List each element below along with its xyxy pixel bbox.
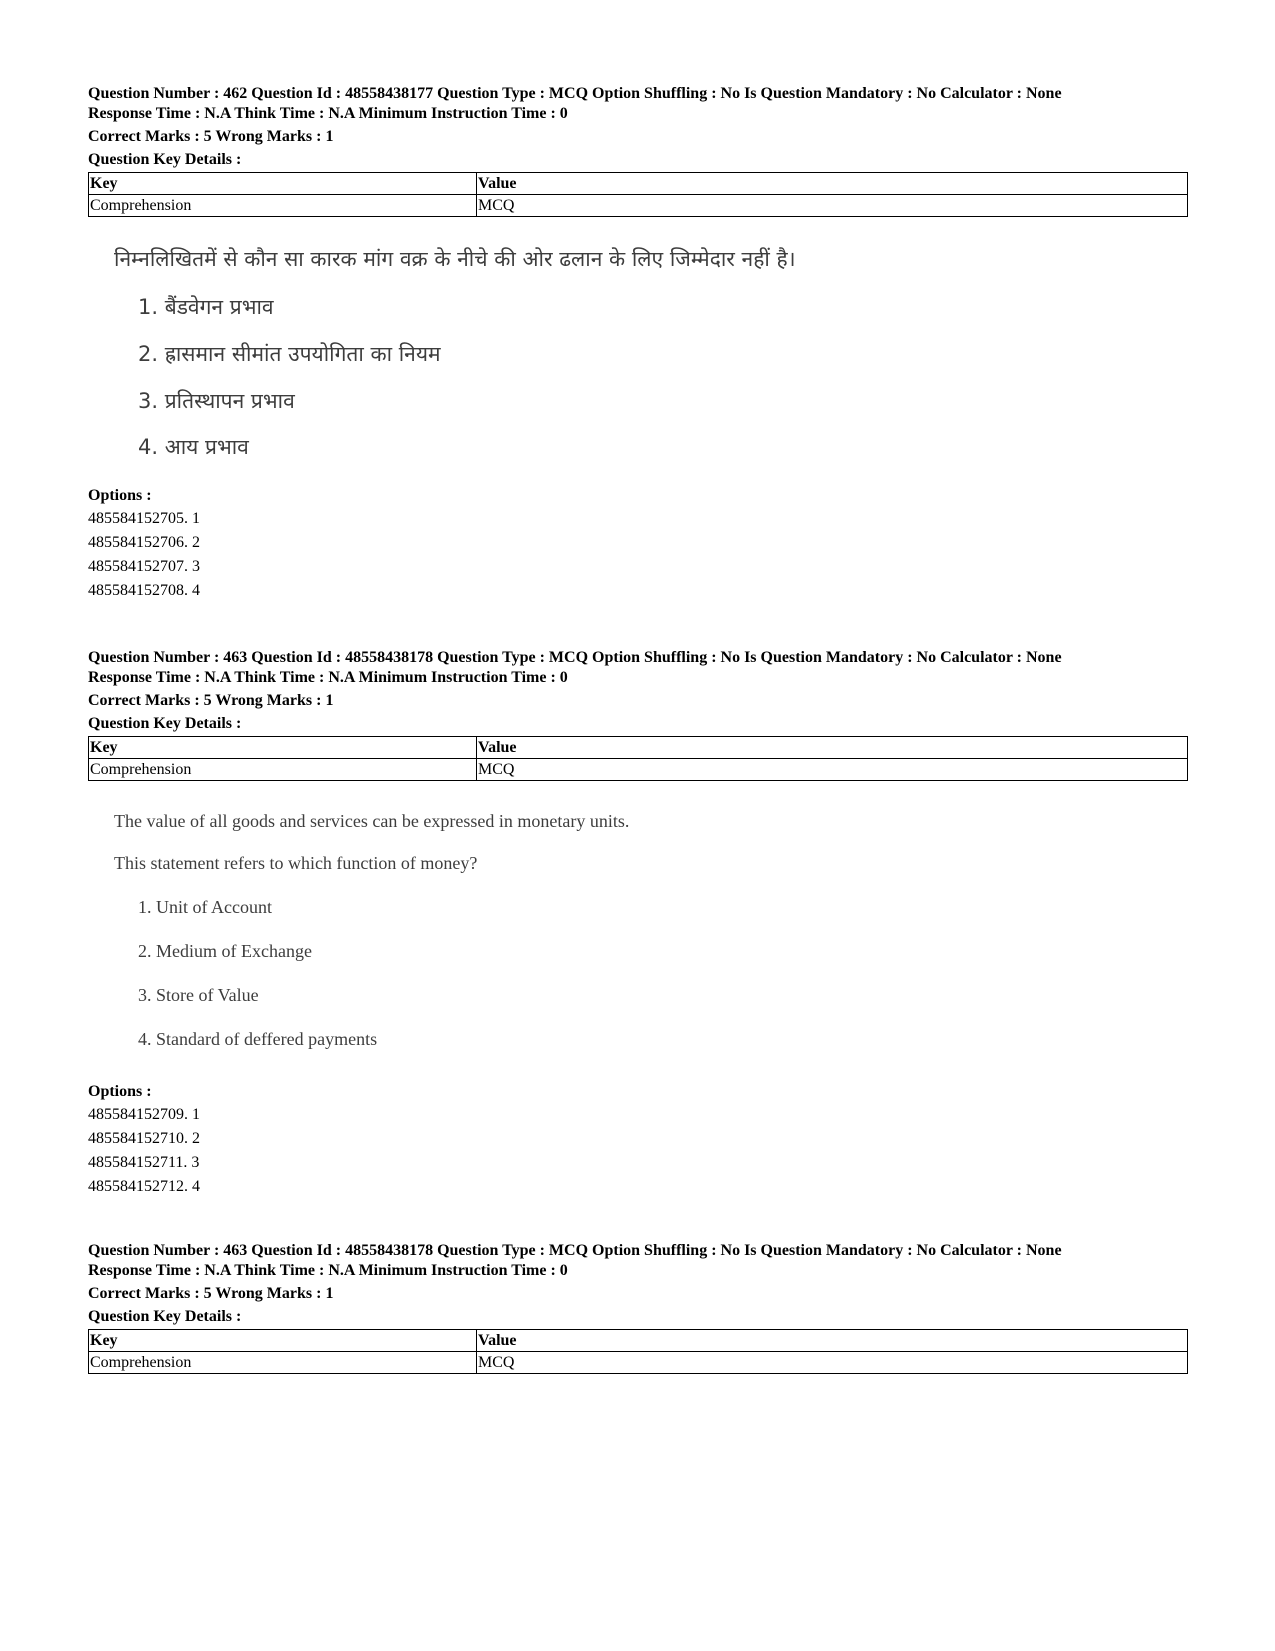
question-marks: Correct Marks : 5 Wrong Marks : 1 [88, 692, 334, 709]
key-table-header-row [89, 173, 1188, 195]
key-table-header-row [89, 1330, 1188, 1352]
question-key-details-title: Question Key Details : [88, 715, 242, 732]
question-image [114, 243, 1188, 473]
question-text-2: This statement refers to which function of money? [114, 853, 478, 873]
option-1: 485584152705. 1 [88, 510, 200, 527]
question-meta-line2: Response Time : N.A Think Time : N.A Minimum Instruction Time : 0 [88, 1262, 568, 1279]
key-table-cell-key: Comprehension [89, 195, 477, 217]
choice-2: 2. ह्रासमान सीमांत उपयोगिता का नियम [138, 342, 441, 366]
question-key-table [88, 736, 1188, 781]
key-table-row [89, 195, 1188, 217]
question-meta-line1: Question Number : 463 Question Id : 48558438178 Question Type : MCQ Option Shuffling : No Is Question Mandatory : No Calculator : None [88, 1242, 1062, 1259]
choice-3: 3. Store of Value [138, 985, 259, 1005]
question-meta-line1: Question Number : 462 Question Id : 48558438177 Question Type : MCQ Option Shuffling : No Is Question Mandatory : No Calculator : None [88, 85, 1062, 102]
key-table-header-value: Value [477, 173, 1188, 195]
key-table-cell-key: Comprehension [89, 759, 477, 781]
question-image [114, 807, 1188, 1057]
question-meta-line2: Response Time : N.A Think Time : N.A Minimum Instruction Time : 0 [88, 669, 568, 686]
option-2: 485584152710. 2 [88, 1130, 200, 1147]
key-table-cell-value: MCQ [477, 195, 1188, 217]
choice-2: 2. Medium of Exchange [138, 941, 312, 961]
key-table-header-key: Key [89, 1330, 477, 1352]
question-block-463-repeat [88, 1241, 1188, 1374]
question-key-details-title: Question Key Details : [88, 151, 242, 168]
choice-3: 3. प्रतिस्थापन प्रभाव [138, 389, 295, 413]
option-3: 485584152711. 3 [88, 1154, 200, 1171]
key-table-header-key: Key [89, 173, 477, 195]
key-table-row [89, 759, 1188, 781]
options-title: Options : [88, 1083, 152, 1100]
question-text-1: The value of all goods and services can be expressed in monetary units. [114, 811, 630, 831]
key-table-row [89, 1352, 1188, 1374]
options-title: Options : [88, 487, 152, 504]
choice-1: 1. बैंडवेगन प्रभाव [138, 295, 274, 319]
key-table-cell-value: MCQ [477, 759, 1188, 781]
option-4: 485584152712. 4 [88, 1178, 200, 1195]
option-4: 485584152708. 4 [88, 582, 200, 599]
choice-1: 1. Unit of Account [138, 897, 272, 917]
question-key-details-title: Question Key Details : [88, 1308, 242, 1325]
choice-4: 4. आय प्रभाव [138, 435, 249, 459]
question-marks: Correct Marks : 5 Wrong Marks : 1 [88, 1285, 334, 1302]
key-table-header-key: Key [89, 737, 477, 759]
question-key-table [88, 172, 1188, 217]
key-table-cell-key: Comprehension [89, 1352, 477, 1374]
option-3: 485584152707. 3 [88, 558, 200, 575]
question-key-table [88, 1329, 1188, 1374]
choice-4: 4. Standard of deffered payments [138, 1029, 378, 1049]
key-table-cell-value: MCQ [477, 1352, 1188, 1374]
question-text: निम्नलिखितमें से कौन सा कारक मांग वक्र के नीचे की ओर ढलान के लिए जिम्मेदार नहीं है। [114, 247, 796, 271]
question-meta-line2: Response Time : N.A Think Time : N.A Minimum Instruction Time : 0 [88, 105, 568, 122]
question-block-462 [88, 84, 1188, 603]
key-table-header-row [89, 737, 1188, 759]
question-meta-line1: Question Number : 463 Question Id : 48558438178 Question Type : MCQ Option Shuffling : No Is Question Mandatory : No Calculator : None [88, 649, 1062, 666]
question-block-463 [88, 648, 1188, 1199]
option-1: 485584152709. 1 [88, 1106, 200, 1123]
question-marks: Correct Marks : 5 Wrong Marks : 1 [88, 128, 334, 145]
key-table-header-value: Value [477, 1330, 1188, 1352]
option-2: 485584152706. 2 [88, 534, 200, 551]
key-table-header-value: Value [477, 737, 1188, 759]
